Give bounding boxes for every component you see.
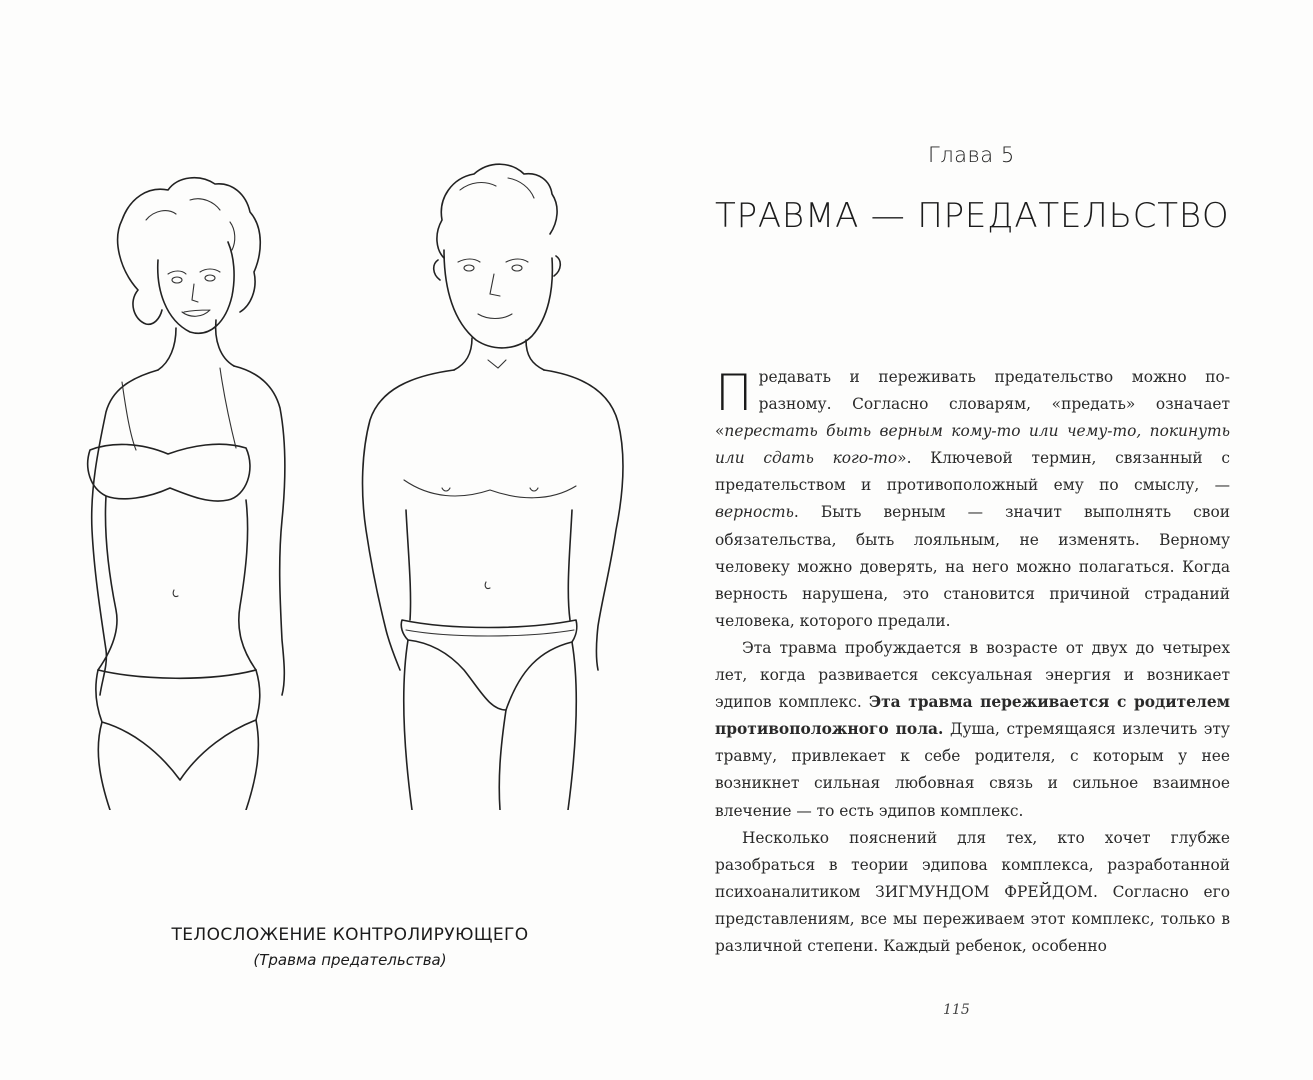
chapter-label: Глава 5 [928,143,1015,167]
p1-italic-1: перестать быть верным кому-то или чему-то, покинуть или сдать кого-то [715,422,1230,468]
right-page [680,0,1313,1080]
dropcap: П [715,364,753,422]
caption-subtitle: (Травма предательства) [253,951,447,969]
p1-italic-2: верность [715,503,794,522]
paragraph-2 [715,635,1230,825]
left-page [0,0,650,1080]
p1-text-2: ». Ключевой термин, связанный с предательством и противоположный ему по смыслу, — [715,449,1231,495]
figure-caption [120,925,580,969]
p2-text-1: Эта травма пробуждается в возрасте от двух до четырех лет, когда развивается сексуальная энергия и возникает эдипов комплекс. [715,638,1230,712]
paragraph-1 [715,364,1230,635]
p1-text-1: редавать и переживать предательство можно по-разному. Согласно словарям, «предать» означает « [715,368,1230,441]
caption-title: ТЕЛОСЛОЖЕНИЕ КОНТРОЛИРУЮЩЕГО [171,925,529,945]
woman-figure [88,178,285,810]
body-text [715,364,1230,960]
body-types-illustration [50,150,650,810]
p2-bold-1: Эта травма переживается с родителем противоположного пола. [715,693,1230,739]
page-number: 115 [943,1002,970,1018]
p2-text-2: Душа, стремящаяся излечить эту травму, привлекает к себе родителя, с которым у нее возникнет сильная любовная связь и сильное взаимное влечение — то есть эдипов комплекс. [715,720,1230,820]
chapter-title: ТРАВМА — ПРЕДАТЕЛЬСТВО [715,196,1230,236]
man-figure [363,164,624,810]
paragraph-3: Несколько пояснений для тех, кто хочет глубже разобраться в теории эдипова комплекса, разработанной психоаналитиком ЗИГМУНДОМ ФРЕЙДОМ. Согласно его представлениям, все мы переживаем этот комплекс, только в различной степени. Каждый ребенок, особенно [715,828,1230,955]
p1-text-3: . Быть верным — значит выполнять свои обязательства, быть лояльным, не изменять. Верному человеку можно доверять, на него можно полагаться. Когда верность нарушена, это становится причиной страданий человека, которого предали. [715,503,1230,630]
